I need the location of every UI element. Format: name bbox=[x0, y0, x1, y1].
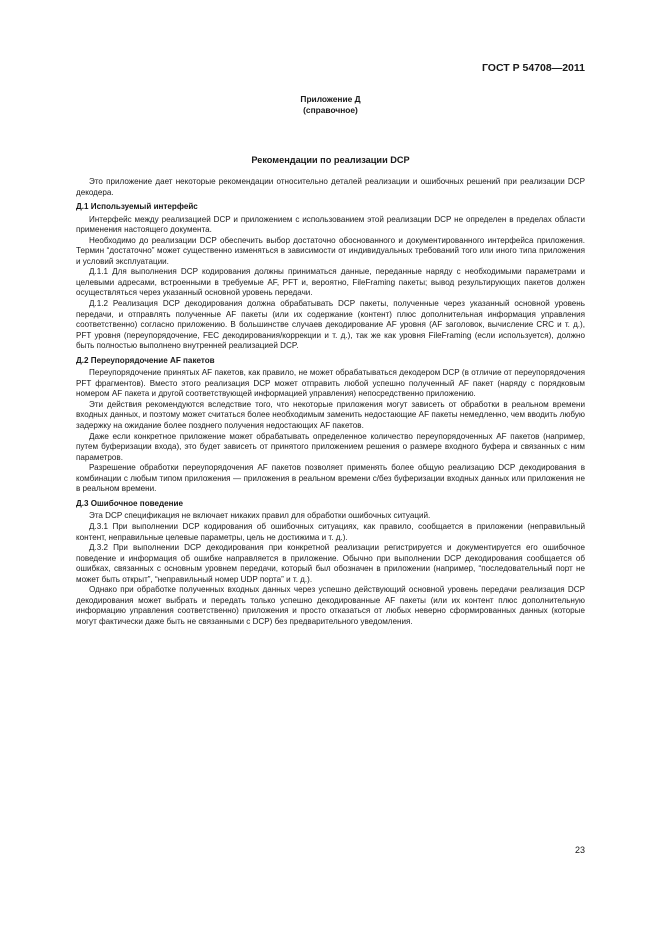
paragraph: Переупорядочение принятых AF пакетов, как правило, не может обрабатываться декодером DCP (в отличие от переупорядочения PFT фрагментов). Вместо этого реализация DCP может отправить любой успешно полученный AF пакет (наряду с порядковым номером AF пакета и другой соответствующей информацией управления) непосредственно приложению. bbox=[76, 368, 585, 399]
paragraph: Д.3.2 При выполнении DCP декодирования при конкретной реализации регистрируется и документируется его ошибочное поведение и информация об ошибке направляется в приложение. Обычно при выполнении DCP декодирования сообщается об ошибках, связанных с основным уровнем передачи, который был обозначен в приложении (например, “последовательный порт не может быть открыт”, “неправильный номер UDP порта” и т. д.). bbox=[76, 543, 585, 584]
paragraph: Д.1.1 Для выполнения DCP кодирования должны приниматься данные, переданные наряду с необходимыми параметрами и целевыми адресами, встроенными в требуемые AF, PFT и, вероятно, FileFraming пакеты; вывод результирующих пакетов должен осуществляться через указанный основной уровень передачи. bbox=[76, 267, 585, 298]
section-d3 bbox=[76, 499, 585, 628]
section-d2 bbox=[76, 356, 585, 495]
appendix-type: (справочное) bbox=[303, 104, 358, 115]
appendix-heading bbox=[0, 94, 661, 115]
section-heading: Д.1 Используемый интерфейс bbox=[76, 202, 198, 212]
paragraph: Д.1.2 Реализация DCP декодирования должна обрабатывать DCP пакеты, полученные через указанный основной уровень передачи, и отправлять полученные AF пакеты (или их содержание (контент) плюс дополнительная информация управления соответственно) согласно приложению. В большинстве случаев декодирование AF уровня (AF заголовок, вычисление CRC и т. д.), PFT уровня (переупорядочение, FEC декодирования/коррекции и т. д.), так же как уровня FileFraming (если используется), должно быть полностью выполнено внутренней реализацией DCP. bbox=[76, 299, 585, 351]
appendix-title: Рекомендации по реализации DCP bbox=[251, 155, 410, 165]
paragraph: Разрешение обработки переупорядочения AF пакетов позволяет применять более общую реализацию DCP декодирования в комбинации с любым типом приложения — приложения в реальном времени с/без буферизации входных данных или приложения не в реальном времени. bbox=[76, 463, 585, 494]
paragraph: Однако при обработке полученных входных данных через успешно действующий основной уровень передачи реализация DCP декодирования может выбрать и передать только успешно декодированные AF пакеты (или их контент плюс дополнительную информацию управления соответственно) приложения и просто отказаться от любых неверно сформированных данных (которые могут фактически даже быть не связанными с DCP) без предварительного уведомления. bbox=[76, 585, 585, 626]
intro-paragraph: Это приложение дает некоторые рекомендации относительно деталей реализации и ошибочных решений при реализации DCP декодера. bbox=[76, 177, 585, 197]
document-body bbox=[76, 177, 585, 627]
standard-designation: ГОСТ Р 54708—2011 bbox=[481, 62, 585, 74]
paragraph: Эти действия рекомендуются вследствие того, что некоторые приложения могут зависеть от обработки в реальном времени входных данных, и поэтому может считаться более необходимым заменить недостающие AF пакеты немедленно, чем вводить любую задержку на ожидание более позднего получения недостающих AF пакетов. bbox=[76, 399, 585, 431]
appendix-label: Приложение Д bbox=[300, 94, 361, 104]
paragraph: Д.3.1 При выполнении DCP кодирования об ошибочных ситуациях, как правило, сообщается в приложении (неправильный контент, неправильные целевые параметры, цель не достижима и т. д.). bbox=[76, 521, 585, 542]
section-heading: Д.2 Переупорядочение AF пакетов bbox=[76, 355, 215, 365]
paragraph: Необходимо до реализации DCP обеспечить выбор достаточно обоснованного и документированного интерфейса приложения. Термин “достаточно” может существенно изменяться в зависимости от индивидуальных требований того или иного типа приложения и условий эксплуатации. bbox=[76, 235, 585, 266]
section-heading: Д.3 Ошибочное поведение bbox=[76, 498, 184, 508]
paragraph: Даже если конкретное приложение может обрабатывать определенное количество переупорядоченных AF пакетов (например, путем буферизации входа), это будет зависеть от принятого приложением решения о размере входного буфера и связанных с ним параметров. bbox=[76, 431, 585, 462]
paragraph: Эта DCP спецификация не включает никаких правил для обработки ошибочных ситуаций. bbox=[89, 511, 431, 521]
page-number: 23 bbox=[574, 845, 585, 855]
paragraph: Интерфейс между реализацией DCP и приложением с использованием этой реализации DCP не определен в пределах области применения настоящего документа. bbox=[76, 214, 585, 235]
section-d1 bbox=[76, 202, 585, 352]
